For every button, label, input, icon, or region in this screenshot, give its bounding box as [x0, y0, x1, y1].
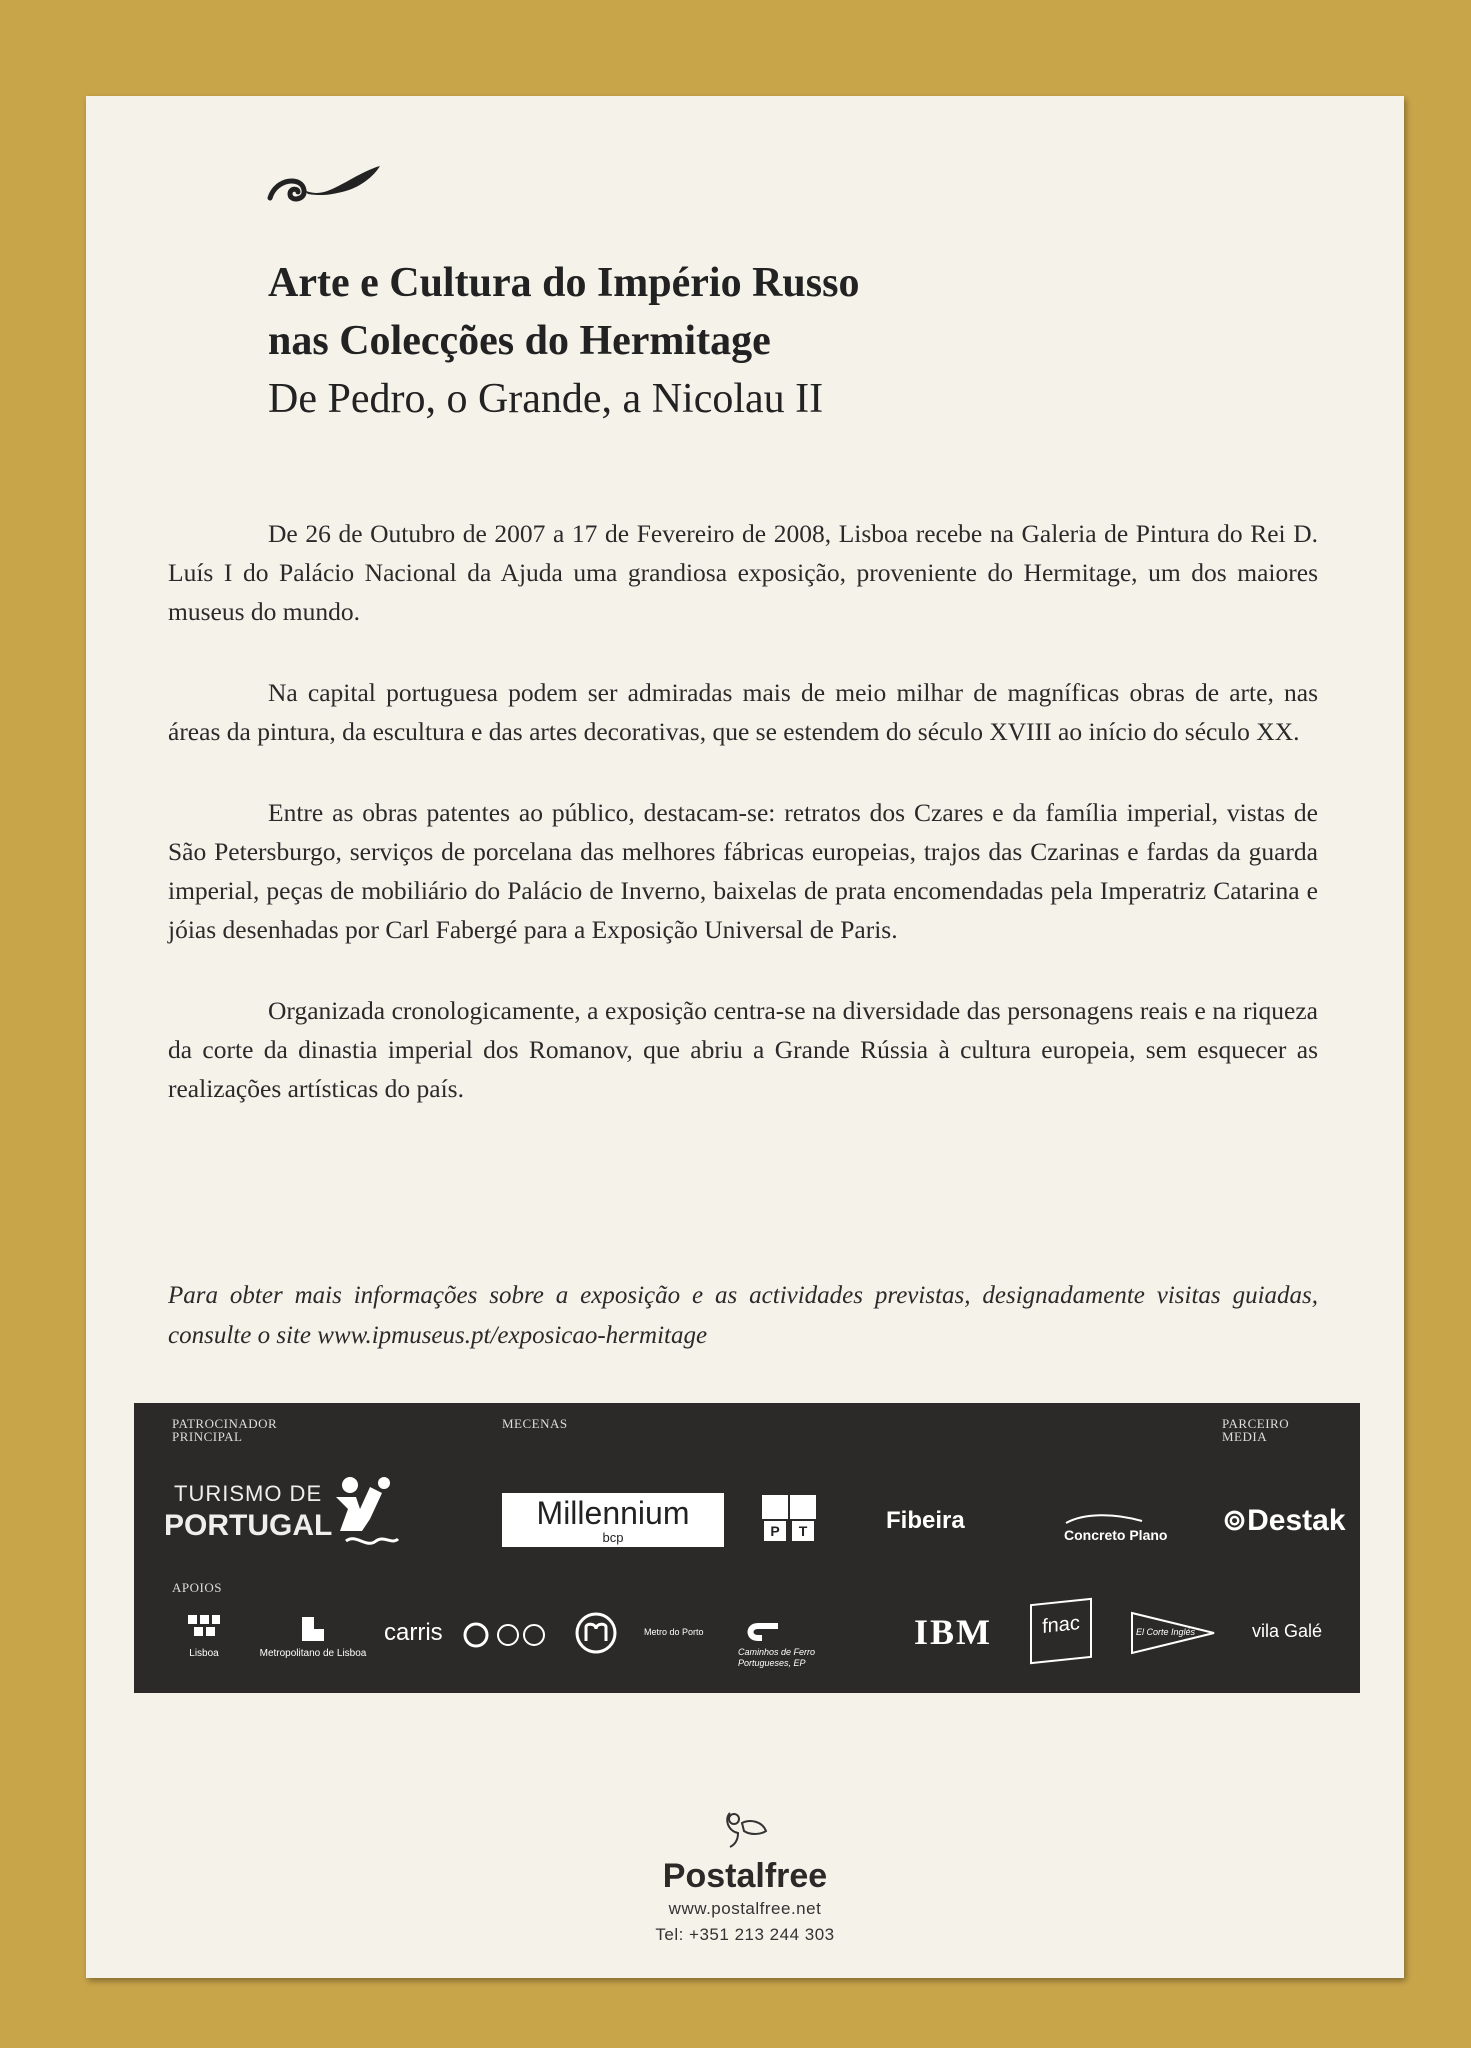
exhibition-title: [268, 254, 1168, 428]
metro-porto-text: Metro do Porto: [644, 1627, 704, 1637]
title-line-2: nas Colecções do Hermitage: [268, 318, 771, 364]
lisboa-icon: [186, 1613, 222, 1643]
paragraph-highlights: Entre as obras patentes ao público, destacam-se: retratos dos Czares e da família imperial, vistas de São Petersburgo, serviços de porcelana das melhores fábricas europeias, trajos das Czarinas e fardas da guarda imperial, peças de mobiliário do Palácio de Inverno, baixelas de prata encomendadas pela Imperatriz Catarina e jóias desenhadas por Carl Fabergé para a Exposição Universal de Paris.: [168, 798, 1318, 944]
turismo-top: TURISMO DE: [174, 1481, 323, 1506]
ibm-logo: IBM: [914, 1612, 992, 1652]
concreto-text: Concreto Plano: [1064, 1527, 1168, 1543]
cp-text-2: Portugueses, EP: [738, 1658, 806, 1668]
pt-box-1: [762, 1495, 788, 1519]
corte-text: El Corte Inglés: [1136, 1627, 1196, 1637]
caption-media-2: MEDIA: [1222, 1429, 1268, 1444]
paragraph-dates: De 26 de Outubro de 2007 a 17 de Fevereiro de 2008, Lisboa recebe na Galeria de Pintura do Rei D. Luís I do Palácio Nacional da Ajuda uma grandiosa exposição, proveniente do Hermitage, um dos maiores museus do mundo.: [168, 519, 1318, 626]
paragraph-works: Na capital portuguesa podem ser admiradas mais de meio milhar de magníficas obras de arte, nas áreas da pintura, da escultura e das artes decorativas, que se estendem do século XVIII ao início do século XX.: [168, 678, 1318, 746]
lisboa-logo: [174, 1613, 234, 1659]
millennium-bcp-logo: [502, 1493, 724, 1547]
caption-apoios: APOIOS: [172, 1580, 222, 1595]
pt-logo: [762, 1495, 818, 1545]
el-corte-ingles-logo: [1130, 1611, 1216, 1655]
carris-logo: carris: [384, 1619, 443, 1646]
caption-main-sponsor: [172, 1417, 277, 1443]
millennium-text: Millennium: [536, 1495, 690, 1531]
postcard: [86, 96, 1404, 1978]
postalfree-tel: Tel: +351 213 244 303: [655, 1925, 835, 1944]
postalfree-footer: [86, 1809, 1404, 1948]
concreto-plano-logo: [1064, 1513, 1167, 1543]
description: [168, 514, 1318, 1150]
ribeira-logo: Fibeira: [886, 1507, 965, 1534]
metro-m-icon: [298, 1613, 328, 1643]
bcp-text: bcp: [602, 1530, 624, 1545]
cp-icon: [738, 1617, 782, 1647]
caption-main-sponsor-2: PRINCIPAL: [172, 1429, 243, 1444]
postalfree-horn-icon: [720, 1809, 770, 1851]
carris-circles-icon: [462, 1621, 550, 1649]
cp-logo: [738, 1617, 815, 1669]
title-line-1: Arte e Cultura do Império Russo: [268, 260, 860, 306]
paragraph-organization: Organizada cronologicamente, a exposição centra-se na diversidade das personagens reais e na riqueza da corte da dinastia imperial dos Romanov, que abriu a Grande Rússia à cultura europeia, sem esquecer as realizações artísticas do país.: [168, 996, 1318, 1103]
pt-box-2: [790, 1495, 816, 1519]
caption-media-1: PARCEIRO: [1222, 1416, 1290, 1431]
vila-gale-logo: vila Galé: [1252, 1621, 1323, 1641]
caption-mecenas: MECENAS: [502, 1416, 568, 1431]
caption-media-partner: [1222, 1417, 1289, 1443]
metropolitano-text: Metropolitano de Lisboa: [259, 1648, 367, 1659]
postalfree-url: www.postalfree.net: [668, 1899, 822, 1918]
pt-letter-t: T: [792, 1521, 814, 1541]
metropolitano-logo: [248, 1613, 378, 1659]
cp-text-1: Caminhos de Ferro: [738, 1647, 816, 1657]
fnac-logo: fnac: [1030, 1598, 1092, 1665]
postalfree-name: Postalfree: [662, 1857, 828, 1895]
sponsor-band: [134, 1403, 1360, 1693]
destak-logo: ⊚Destak: [1222, 1504, 1346, 1537]
turismo-figure-icon: [326, 1475, 406, 1555]
title-subtitle: De Pedro, o Grande, a Nicolau II: [268, 376, 824, 422]
metro-porto-icon: [574, 1611, 618, 1655]
info-note: Para obter mais informações sobre a exposição e as actividades previstas, designadamente visitas guiadas, consulte o site www.ipmuseus.pt/exposicao-hermitage: [168, 1282, 1318, 1349]
concreto-arc-icon: [1064, 1513, 1144, 1525]
scroll-ornament-icon: [264, 158, 384, 214]
caption-main-sponsor-1: PATROCINADOR: [172, 1416, 278, 1431]
pt-letter-p: P: [764, 1521, 786, 1541]
lisboa-text: Lisboa: [189, 1648, 219, 1659]
turismo-bottom: PORTUGAL: [164, 1509, 333, 1542]
